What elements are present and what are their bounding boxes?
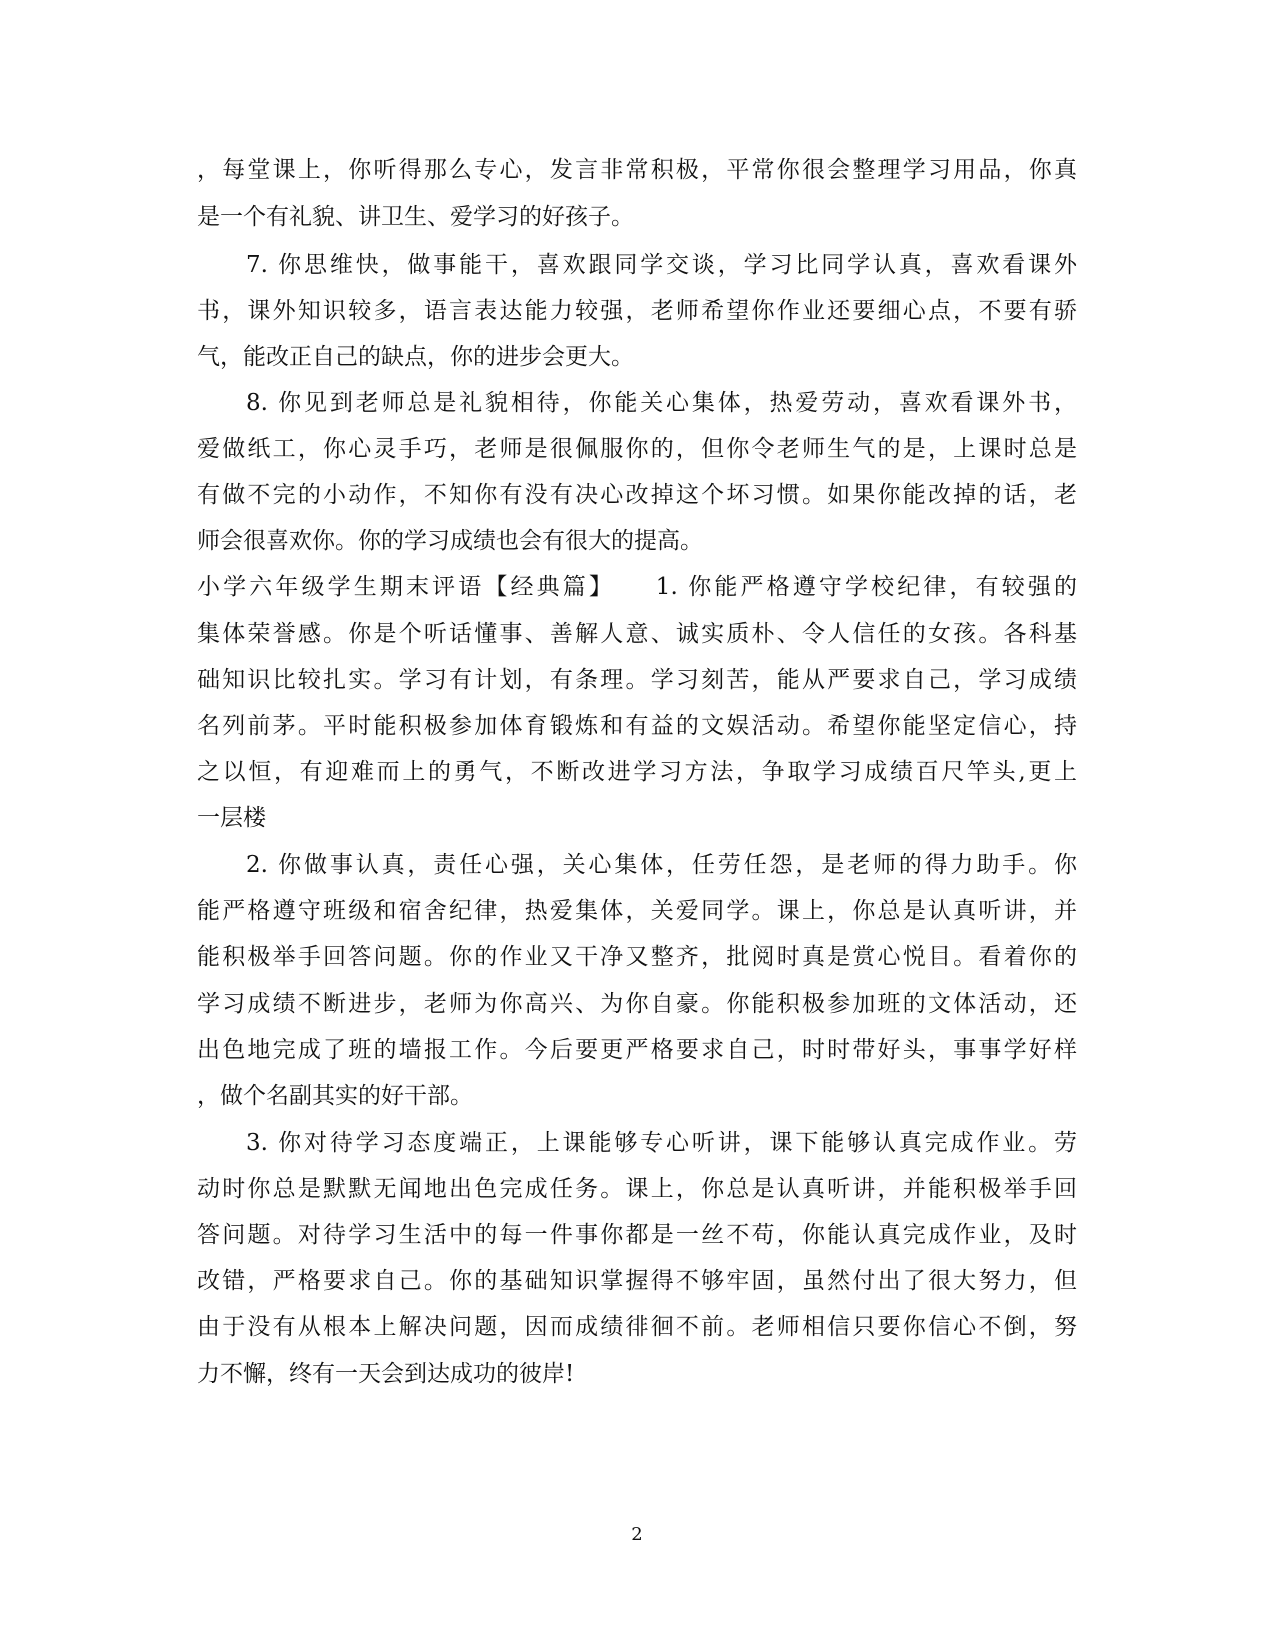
paragraph-4-line-4: 名列前茅。平时能积极参加体育锻炼和有益的文娱活动。希望你能坚定信心，持: [197, 713, 1077, 739]
paragraph-5-line-3: 能积极举手回答问题。你的作业又干净又整齐，批阅时真是赏心悦目。看着你的: [197, 944, 1077, 970]
paragraph-5-line-6: ，做个名副其实的好干部。: [197, 1083, 473, 1109]
paragraph-3-line-3: 有做不完的小动作，不知你有没有决心改掉这个坏习惯。如果你能改掉的话，老: [197, 482, 1077, 508]
paragraph-2-line-3: 气，能改正自己的缺点，你的进步会更大。: [197, 344, 634, 370]
paragraph-5-line-4: 学习成绩不断进步，老师为你高兴、为你自豪。你能积极参加班的文体活动，还: [197, 991, 1077, 1017]
paragraph-4-line-5: 之以恒，有迎难而上的勇气，不断改进学习方法，争取学习成绩百尺竿头,更上: [197, 759, 1077, 785]
page-number: 2: [631, 1524, 643, 1545]
paragraph-5-line-1: 2. 你做事认真，责任心强，关心集体，任劳任怨，是老师的得力助手。你: [246, 852, 1077, 878]
paragraph-4-line-1: 小学六年级学生期末评语【经典篇】 1. 你能严格遵守学校纪律，有较强的: [197, 574, 1077, 600]
paragraph-5-line-2: 能严格遵守班级和宿舍纪律，热爱集体，关爱同学。课上，你总是认真听讲，并: [197, 898, 1077, 924]
paragraph-4-line-6: 一层楼: [197, 805, 266, 831]
paragraph-3-line-2: 爱做纸工，你心灵手巧，老师是很佩服你的，但你令老师生气的是，上课时总是: [197, 436, 1077, 462]
paragraph-1-line-1: ，每堂课上，你听得那么专心，发言非常积极，平常你很会整理学习用品，你真: [197, 157, 1077, 183]
paragraph-4-line-3: 础知识比较扎实。学习有计划，有条理。学习刻苦，能从严要求自己，学习成绩: [197, 667, 1077, 693]
paragraph-6-line-4: 改错，严格要求自己。你的基础知识掌握得不够牢固，虽然付出了很大努力，但: [197, 1268, 1077, 1294]
paragraph-3-line-1: 8. 你见到老师总是礼貌相待，你能关心集体，热爱劳动，喜欢看课外书，: [246, 390, 1077, 416]
paragraph-6-line-5: 由于没有从根本上解决问题，因而成绩徘徊不前。老师相信只要你信心不倒，努: [197, 1314, 1077, 1340]
paragraph-3-line-4: 师会很喜欢你。你的学习成绩也会有很大的提高。: [197, 528, 703, 554]
paragraph-6-line-1: 3. 你对待学习态度端正，上课能够专心听讲，课下能够认真完成作业。劳: [246, 1130, 1077, 1156]
paragraph-2-line-1: 7. 你思维快，做事能干，喜欢跟同学交谈，学习比同学认真，喜欢看课外: [246, 252, 1077, 278]
paragraph-2-line-2: 书，课外知识较多，语言表达能力较强，老师希望你作业还要细心点，不要有骄: [197, 298, 1077, 324]
paragraph-6-line-3: 答问题。对待学习生活中的每一件事你都是一丝不苟，你能认真完成作业，及时: [197, 1222, 1077, 1248]
paragraph-4-line-2: 集体荣誉感。你是个听话懂事、善解人意、诚实质朴、令人信任的女孩。各科基: [197, 621, 1077, 647]
paragraph-1-line-2: 是一个有礼貌、讲卫生、爱学习的好孩子。: [197, 204, 634, 230]
paragraph-5-line-5: 出色地完成了班的墙报工作。今后要更严格要求自己，时时带好头，事事学好样: [197, 1037, 1077, 1063]
paragraph-6-line-2: 动时你总是默默无闻地出色完成任务。课上，你总是认真听讲，并能积极举手回: [197, 1176, 1077, 1202]
paragraph-6-line-6: 力不懈，终有一天会到达成功的彼岸!: [197, 1361, 575, 1387]
